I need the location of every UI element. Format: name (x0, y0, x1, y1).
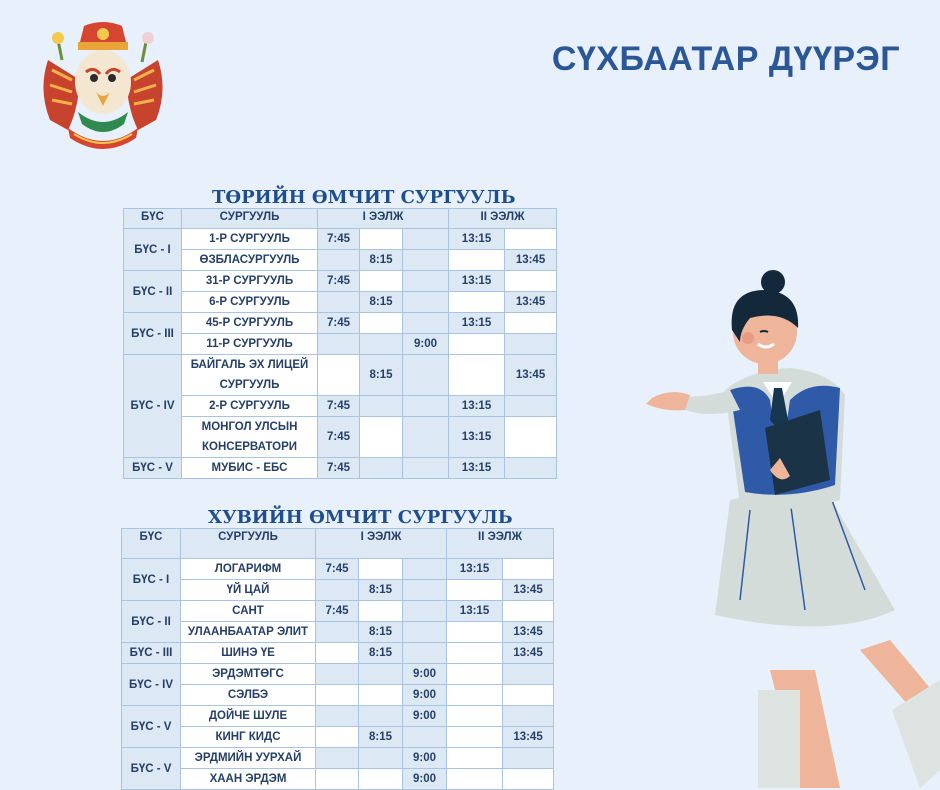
time-cell (447, 748, 503, 769)
time-cell (359, 601, 403, 622)
school-name-cell: 45-Р СУРГУУЛЬ (182, 313, 318, 334)
time-cell (359, 706, 403, 727)
time-cell (360, 417, 403, 458)
time-cell (316, 727, 359, 748)
time-cell: 7:45 (318, 417, 360, 458)
time-cell: 13:15 (449, 229, 505, 250)
time-cell: 8:15 (360, 292, 403, 313)
time-cell (449, 355, 505, 396)
time-cell (403, 229, 449, 250)
time-cell (505, 334, 557, 355)
school-header: СУРГУУЛЬ (181, 529, 316, 559)
private-schools-title: ХУВИЙН ӨМЧИТ СУРГУУЛЬ (208, 507, 513, 528)
shift1-header: I ЭЭЛЖ (318, 209, 449, 229)
time-cell: 7:45 (318, 396, 360, 417)
time-cell: 8:15 (359, 727, 403, 748)
time-cell: 7:45 (316, 559, 359, 580)
time-cell (316, 580, 359, 601)
school-name-cell: 6-Р СУРГУУЛЬ (182, 292, 318, 313)
time-cell (316, 622, 359, 643)
time-cell (403, 271, 449, 292)
time-cell (360, 271, 403, 292)
time-cell (503, 601, 554, 622)
time-cell (447, 727, 503, 748)
table-row (124, 396, 557, 417)
time-cell (359, 769, 403, 790)
time-cell: 13:15 (449, 396, 505, 417)
teacher-illustration (630, 270, 940, 788)
time-cell (403, 727, 447, 748)
table-header-row (122, 529, 554, 559)
time-cell (360, 229, 403, 250)
time-cell (503, 769, 554, 790)
school-name-cell: ЭРДЭМТӨГС (181, 664, 316, 685)
time-cell (360, 313, 403, 334)
time-cell: 7:45 (316, 601, 359, 622)
shift1-header: I ЭЭЛЖ (316, 529, 447, 559)
school-name-cell: ХААН ЭРДЭМ (181, 769, 316, 790)
school-name-cell: 31-Р СУРГУУЛЬ (182, 271, 318, 292)
table-row (122, 727, 554, 748)
time-cell (503, 559, 554, 580)
time-cell (318, 355, 360, 396)
time-cell (505, 458, 557, 479)
school-name-cell: ӨЗБЛАСУРГУУЛЬ (182, 250, 318, 271)
district-emblem-logo (38, 20, 168, 152)
table-row (124, 334, 557, 355)
school-name-cell: САНТ (181, 601, 316, 622)
time-cell (403, 313, 449, 334)
table-row (122, 580, 554, 601)
table-row (124, 229, 557, 250)
table-row (122, 601, 554, 622)
district-title: СҮХБААТАР ДҮҮРЭГ (551, 40, 900, 78)
time-cell (318, 334, 360, 355)
state-schools-title: ТӨРИЙН ӨМЧИТ СУРГУУЛЬ (212, 187, 516, 208)
time-cell (503, 706, 554, 727)
time-cell (360, 334, 403, 355)
time-cell (447, 664, 503, 685)
table-header-row (124, 209, 557, 229)
time-cell (505, 313, 557, 334)
bus-zone-cell: БҮС - II (124, 271, 182, 313)
school-name-cell: ШИНЭ ҮЕ (181, 643, 316, 664)
time-cell (403, 355, 449, 396)
time-cell (447, 685, 503, 706)
time-cell: 8:15 (360, 250, 403, 271)
time-cell: 13:15 (447, 559, 503, 580)
time-cell: 13:45 (503, 622, 554, 643)
table-row (122, 769, 554, 790)
school-name-cell: 11-Р СУРГУУЛЬ (182, 334, 318, 355)
time-cell: 9:00 (403, 664, 447, 685)
time-cell: 9:00 (403, 706, 447, 727)
shift2-header: II ЭЭЛЖ (447, 529, 554, 559)
time-cell (447, 706, 503, 727)
time-cell (503, 685, 554, 706)
bus-zone-cell: БҮС - IV (122, 664, 181, 706)
bus-zone-cell: БҮС - III (122, 643, 181, 664)
table-row (124, 417, 557, 458)
time-cell: 13:15 (449, 458, 505, 479)
time-cell (403, 292, 449, 313)
time-cell: 8:15 (359, 622, 403, 643)
table-row (124, 313, 557, 334)
table-row (124, 292, 557, 313)
time-cell (359, 748, 403, 769)
time-cell (505, 229, 557, 250)
private-schools-table (121, 528, 554, 790)
time-cell: 13:45 (505, 292, 557, 313)
shift2-header: II ЭЭЛЖ (449, 209, 557, 229)
time-cell (447, 643, 503, 664)
time-cell (316, 685, 359, 706)
school-name-cell: ҮЙ ЦАЙ (181, 580, 316, 601)
time-cell (403, 458, 449, 479)
time-cell: 13:15 (447, 601, 503, 622)
time-cell (447, 622, 503, 643)
time-cell: 9:00 (403, 334, 449, 355)
bus-header: БҮС (124, 209, 182, 229)
school-name-cell: 1-Р СУРГУУЛЬ (182, 229, 318, 250)
school-name-cell: УЛААНБААТАР ЭЛИТ (181, 622, 316, 643)
time-cell (449, 334, 505, 355)
school-name-cell: МУБИС - ЕБС (182, 458, 318, 479)
time-cell (316, 748, 359, 769)
time-cell (447, 580, 503, 601)
table-row (122, 706, 554, 727)
bus-zone-cell: БҮС - V (122, 706, 181, 748)
table-row (124, 271, 557, 292)
time-cell: 13:15 (449, 271, 505, 292)
school-name-cell: КИНГ КИДС (181, 727, 316, 748)
bus-header: БҮС (122, 529, 181, 559)
time-cell: 8:15 (360, 355, 403, 396)
time-cell (316, 664, 359, 685)
school-name-cell: ЛОГАРИФМ (181, 559, 316, 580)
school-name-cell: 2-Р СУРГУУЛЬ (182, 396, 318, 417)
table-row (124, 458, 557, 479)
bus-zone-cell: БҮС - III (124, 313, 182, 355)
time-cell (503, 664, 554, 685)
school-name-cell: ДОЙЧЕ ШУЛЕ (181, 706, 316, 727)
bus-zone-cell: БҮС - I (124, 229, 182, 271)
time-cell (403, 601, 447, 622)
time-cell: 13:45 (503, 727, 554, 748)
table-row (124, 250, 557, 271)
school-name-cell: МОНГОЛ УЛСЫН КОНСЕРВАТОРИ (182, 417, 318, 458)
time-cell (316, 643, 359, 664)
bus-zone-cell: БҮС - V (124, 458, 182, 479)
time-cell (360, 458, 403, 479)
time-cell: 13:45 (505, 250, 557, 271)
bus-zone-cell: БҮС - II (122, 601, 181, 643)
state-schools-table (123, 208, 557, 479)
time-cell (449, 250, 505, 271)
time-cell: 13:15 (449, 313, 505, 334)
time-cell (318, 250, 360, 271)
time-cell: 9:00 (403, 685, 447, 706)
time-cell: 7:45 (318, 229, 360, 250)
time-cell: 9:00 (403, 769, 447, 790)
time-cell (403, 643, 447, 664)
time-cell (505, 417, 557, 458)
time-cell (359, 685, 403, 706)
time-cell: 13:45 (503, 643, 554, 664)
bus-zone-cell: БҮС - IV (124, 355, 182, 458)
time-cell (359, 664, 403, 685)
bus-zone-cell: БҮС - I (122, 559, 181, 601)
time-cell: 13:45 (503, 580, 554, 601)
time-cell (403, 580, 447, 601)
time-cell: 13:45 (505, 355, 557, 396)
time-cell (316, 769, 359, 790)
school-name-cell: СЭЛБЭ (181, 685, 316, 706)
table-row (122, 748, 554, 769)
time-cell (360, 396, 403, 417)
time-cell (403, 417, 449, 458)
time-cell: 7:45 (318, 271, 360, 292)
table-row (122, 664, 554, 685)
time-cell (505, 271, 557, 292)
time-cell: 7:45 (318, 313, 360, 334)
time-cell: 7:45 (318, 458, 360, 479)
time-cell (447, 769, 503, 790)
time-cell (505, 396, 557, 417)
time-cell (403, 250, 449, 271)
school-name-cell: ЭРДМИЙН УУРХАЙ (181, 748, 316, 769)
table-row (124, 355, 557, 396)
bus-zone-cell: БҮС - V (122, 748, 181, 790)
time-cell (503, 748, 554, 769)
table-row (122, 622, 554, 643)
time-cell (403, 396, 449, 417)
table-row (122, 643, 554, 664)
time-cell (316, 706, 359, 727)
time-cell: 13:15 (449, 417, 505, 458)
time-cell: 8:15 (359, 643, 403, 664)
time-cell (449, 292, 505, 313)
school-header: СУРГУУЛЬ (182, 209, 318, 229)
time-cell (403, 622, 447, 643)
table-row (122, 685, 554, 706)
table-row (122, 559, 554, 580)
school-name-cell: БАЙГАЛЬ ЭХ ЛИЦЕЙ СУРГУУЛЬ (182, 355, 318, 396)
time-cell (318, 292, 360, 313)
time-cell: 9:00 (403, 748, 447, 769)
time-cell: 8:15 (359, 580, 403, 601)
time-cell (359, 559, 403, 580)
time-cell (403, 559, 447, 580)
